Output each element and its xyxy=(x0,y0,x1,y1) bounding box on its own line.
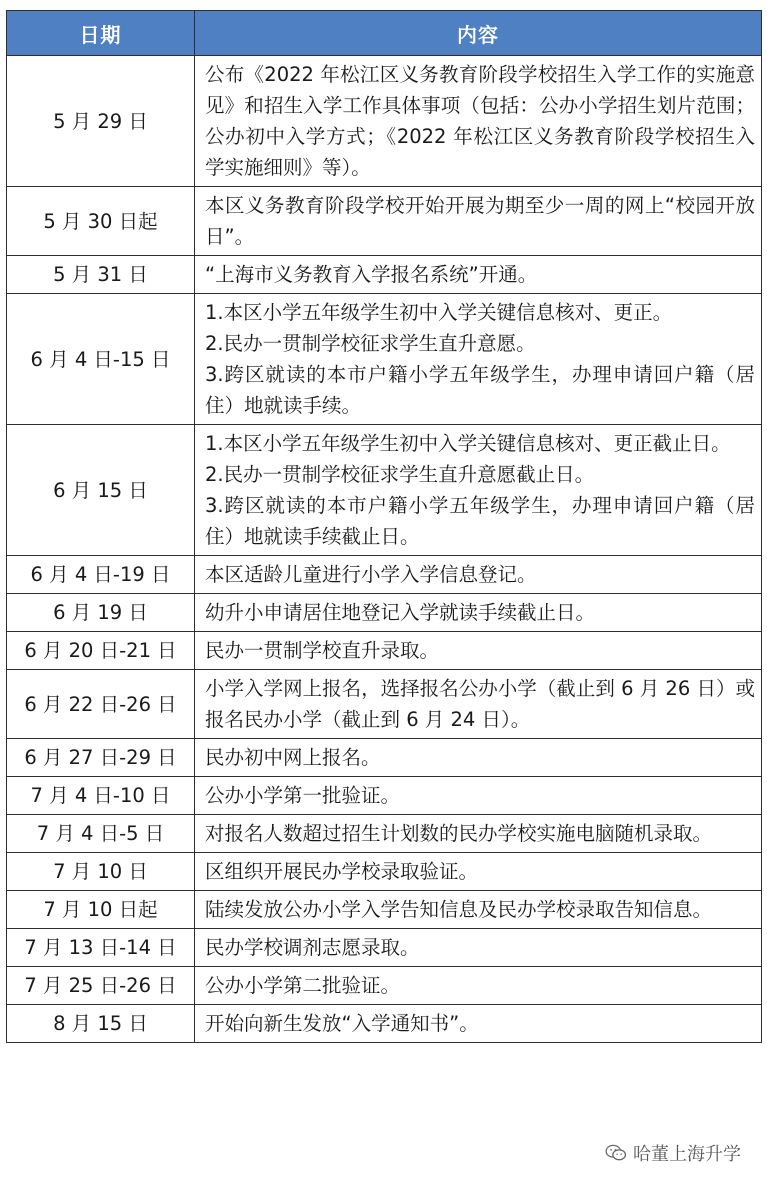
row-content xyxy=(195,425,762,556)
table-row xyxy=(7,777,762,815)
row-date: 6 月 20 日-21 日 xyxy=(7,632,195,670)
row-date: 5 月 29 日 xyxy=(7,56,195,187)
watermark xyxy=(601,1140,745,1166)
table-row xyxy=(7,594,762,632)
row-content xyxy=(195,187,762,256)
row-date: 6 月 4 日-15 日 xyxy=(7,294,195,425)
row-content xyxy=(195,632,762,670)
table-header-row xyxy=(7,11,762,56)
content-line: 3.跨区就读的本市户籍小学五年级学生，办理申请回户籍（居住）地就读手续。 xyxy=(205,363,755,417)
content-line: 公办小学第二批验证。 xyxy=(205,974,401,997)
row-content xyxy=(195,967,762,1005)
row-content xyxy=(195,777,762,815)
row-date: 5 月 31 日 xyxy=(7,256,195,294)
content-line: 民办初中网上报名。 xyxy=(205,746,381,769)
content-line: 公办小学第一批验证。 xyxy=(205,784,401,807)
table-row xyxy=(7,670,762,739)
row-date: 6 月 27 日-29 日 xyxy=(7,739,195,777)
content-line: 本区适龄儿童进行小学入学信息登记。 xyxy=(205,563,537,586)
row-date: 6 月 22 日-26 日 xyxy=(7,670,195,739)
row-content xyxy=(195,929,762,967)
row-date: 7 月 10 日 xyxy=(7,853,195,891)
row-content xyxy=(195,891,762,929)
content-line: 民办学校调剂志愿录取。 xyxy=(205,936,420,959)
content-line: 开始向新生发放“入学通知书”。 xyxy=(205,1012,479,1035)
header-date: 日期 xyxy=(7,11,195,56)
table-row xyxy=(7,56,762,187)
row-content xyxy=(195,556,762,594)
row-date: 6 月 15 日 xyxy=(7,425,195,556)
content-line: 1.本区小学五年级学生初中入学关键信息核对、更正截止日。 xyxy=(205,432,731,455)
row-content xyxy=(195,1005,762,1043)
content-line: 区组织开展民办学校录取验证。 xyxy=(205,860,479,883)
table-row xyxy=(7,556,762,594)
table-row xyxy=(7,853,762,891)
table-row xyxy=(7,929,762,967)
content-line: 本区义务教育阶段学校开始开展为期至少一周的网上“校园开放日”。 xyxy=(205,194,755,248)
row-date: 6 月 4 日-19 日 xyxy=(7,556,195,594)
content-line: 2.民办一贯制学校征求学生直升意愿。 xyxy=(205,332,536,355)
row-date: 7 月 25 日-26 日 xyxy=(7,967,195,1005)
row-content xyxy=(195,853,762,891)
row-content xyxy=(195,670,762,739)
watermark-text: 哈董上海升学 xyxy=(633,1144,741,1165)
content-line: 公布《2022 年松江区义务教育阶段学校招生入学工作的实施意见》和招生入学工作具体事项（包括：公办小学招生划片范围；公办初中入学方式；《2022 年松江区义务教育阶段学校招生入学实施细则》等）。 xyxy=(205,63,755,179)
content-line: 对报名人数超过招生计划数的民办学校实施电脑随机录取。 xyxy=(205,822,713,845)
row-date: 7 月 10 日起 xyxy=(7,891,195,929)
content-line: 小学入学网上报名，选择报名公办小学（截止到 6 月 26 日）或报名民办小学（截止到 6 月 24 日）。 xyxy=(205,677,755,731)
table-row xyxy=(7,1005,762,1043)
row-content xyxy=(195,294,762,425)
content-line: 1.本区小学五年级学生初中入学关键信息核对、更正。 xyxy=(205,301,673,324)
header-content: 内容 xyxy=(195,11,762,56)
table-row xyxy=(7,425,762,556)
row-date: 6 月 19 日 xyxy=(7,594,195,632)
row-content xyxy=(195,815,762,853)
row-date: 7 月 4 日-5 日 xyxy=(7,815,195,853)
content-line: 民办一贯制学校直升录取。 xyxy=(205,639,440,662)
row-content xyxy=(195,56,762,187)
row-content xyxy=(195,256,762,294)
row-date: 5 月 30 日起 xyxy=(7,187,195,256)
table-row xyxy=(7,815,762,853)
schedule-table-wrapper xyxy=(6,10,761,1043)
content-line: 幼升小申请居住地登记入学就读手续截止日。 xyxy=(205,601,596,624)
row-content xyxy=(195,594,762,632)
table-row xyxy=(7,739,762,777)
content-line: 3.跨区就读的本市户籍小学五年级学生，办理申请回户籍（居住）地就读手续截止日。 xyxy=(205,494,755,548)
table-body xyxy=(7,56,762,1043)
content-line: 2.民办一贯制学校征求学生直升意愿截止日。 xyxy=(205,463,595,486)
admission-schedule-table xyxy=(6,10,762,1043)
table-row xyxy=(7,256,762,294)
content-line: 陆续发放公办小学入学告知信息及民办学校录取告知信息。 xyxy=(205,898,713,921)
wechat-icon xyxy=(605,1144,627,1162)
table-row xyxy=(7,294,762,425)
table-row xyxy=(7,632,762,670)
content-line: “上海市义务教育入学报名系统”开通。 xyxy=(205,263,538,286)
row-content xyxy=(195,739,762,777)
row-date: 7 月 4 日-10 日 xyxy=(7,777,195,815)
table-row xyxy=(7,187,762,256)
row-date: 7 月 13 日-14 日 xyxy=(7,929,195,967)
table-row xyxy=(7,967,762,1005)
row-date: 8 月 15 日 xyxy=(7,1005,195,1043)
table-row xyxy=(7,891,762,929)
